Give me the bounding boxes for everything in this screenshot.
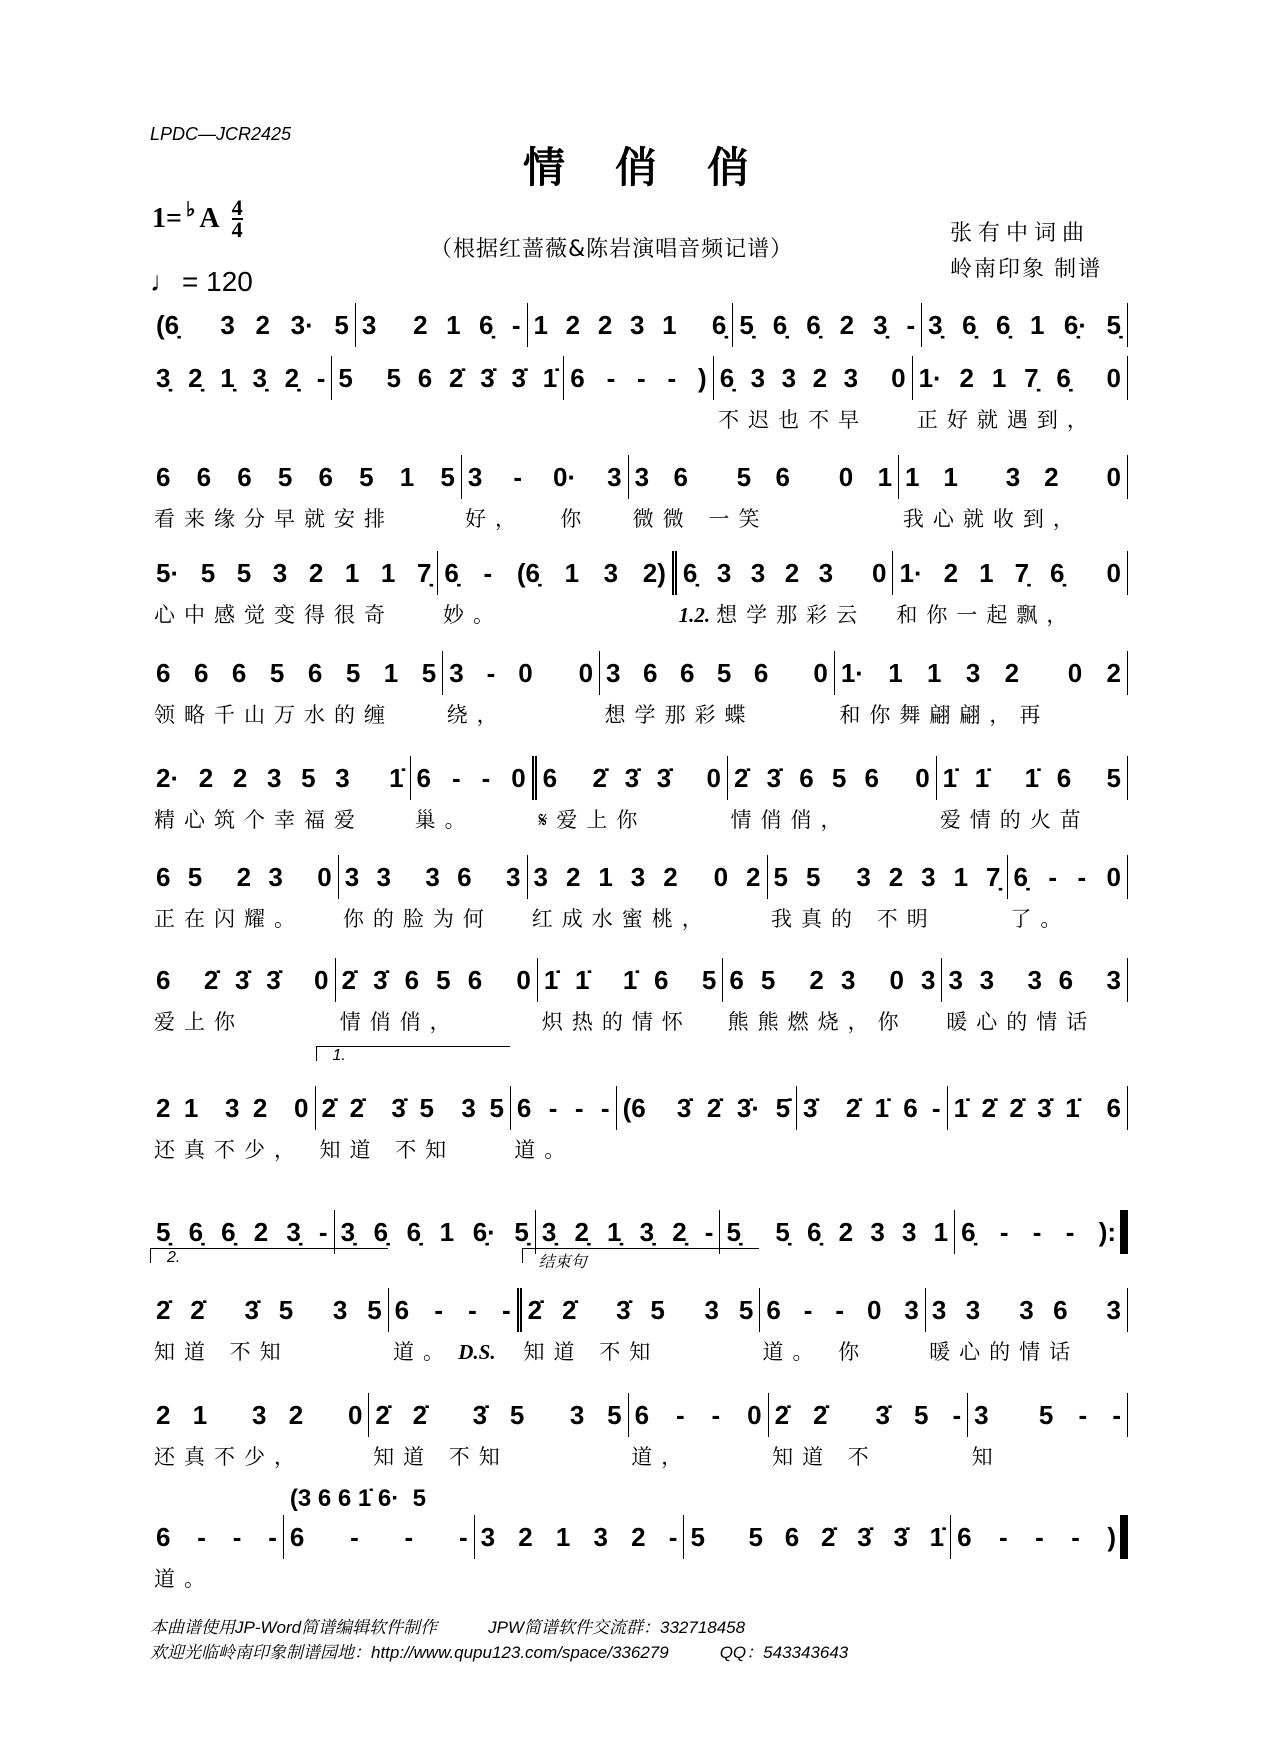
note-sequence: 3 3 3 6 3 — [344, 861, 521, 892]
time-signature — [231, 195, 243, 242]
measure — [951, 1515, 1128, 1559]
note-sequence: 1̇ 2̇ 2̇ 3̇ 1̇ 6 — [953, 1092, 1122, 1123]
lyric-text: 情俏俏， — [339, 1010, 460, 1034]
lyric — [564, 404, 714, 438]
measure — [150, 551, 438, 595]
measure — [768, 855, 1008, 899]
lyric — [150, 1134, 315, 1168]
measure — [339, 855, 528, 899]
time-bottom: 4 — [231, 217, 243, 242]
note-sequence: 6̣ - - - ): — [961, 1216, 1117, 1247]
lyric — [675, 599, 893, 633]
note-sequence: 2̇ 2̇ 3̇ 5 - — [774, 1399, 962, 1430]
lyric-text: 知道 不 — [772, 1445, 878, 1469]
lyric-text: 道。 — [392, 1340, 453, 1364]
lyric — [520, 1336, 759, 1370]
dal-segno: D.S. — [452, 1340, 496, 1364]
measure — [522, 1254, 761, 1332]
lyric — [948, 1134, 1128, 1168]
measure — [926, 1288, 1128, 1332]
lyrics-row — [150, 903, 1128, 937]
lyric-text: 和你一起飘， — [896, 603, 1077, 627]
note-sequence: 3 2 1 3 2 - — [480, 1521, 678, 1552]
tempo-value: = 120 — [182, 266, 253, 297]
lyric — [913, 404, 1128, 438]
lyric-text: 微微 一笑 — [632, 507, 769, 531]
note-sequence: 2̇ 2̇ 3̇ 5 3 5 — [156, 1294, 382, 1325]
measure — [511, 1086, 617, 1130]
lyric — [150, 1441, 369, 1475]
measure — [537, 756, 728, 800]
measure — [475, 1515, 685, 1559]
staff-system — [150, 1485, 1128, 1597]
lyric-text: 熊熊燃烧，你 — [727, 1010, 908, 1034]
staff-system — [150, 551, 1128, 633]
measure — [150, 958, 336, 1002]
lyric — [150, 804, 411, 838]
measure — [150, 756, 411, 800]
note-sequence: 3 2 1 3 2 0 2 — [533, 861, 761, 892]
measure — [443, 651, 600, 695]
measure — [438, 551, 677, 595]
note-sequence: 6 - - - — [289, 1521, 468, 1552]
note-sequence: 5 5 6 2̇ 3̇ 3̇ 1̇ — [338, 362, 558, 393]
lyric-text: 好， 你 — [465, 507, 591, 531]
note-sequence: 6 - - - ) — [957, 1521, 1116, 1552]
lyrics-row — [150, 1134, 1128, 1168]
lyric-text: 知道 不知 — [523, 1340, 660, 1364]
lyric — [389, 1336, 520, 1370]
measure — [150, 651, 443, 695]
lyrics-row — [150, 1563, 1128, 1597]
lyric-text: 道。 — [154, 1567, 214, 1591]
measure — [629, 1393, 769, 1437]
lyrics-row — [150, 404, 1128, 438]
lyric-text: 知 — [971, 1445, 1002, 1469]
note-sequence: 3 5 - - — [974, 1399, 1121, 1430]
note-sequence: 2̇ 3̇ 6 5 6 0 — [734, 762, 930, 793]
measure — [968, 1393, 1128, 1437]
note-sequence: 5̣ 6̣ 6̣ 2 3̣ - — [156, 1216, 328, 1247]
measure — [937, 756, 1128, 800]
measure — [150, 303, 356, 347]
notes-row — [150, 1485, 1128, 1559]
staff-system — [150, 1393, 1128, 1475]
measure — [769, 1393, 969, 1437]
lyric-text: 还真不少， — [154, 1445, 304, 1469]
lyric — [925, 1336, 1128, 1370]
note-sequence: 2 1 3 2 0 — [156, 1399, 363, 1430]
staff-system — [150, 958, 1128, 1040]
staff-system — [150, 303, 1128, 347]
note-sequence: 6 - - - — [394, 1294, 511, 1325]
flat-icon: ♭ — [185, 198, 196, 221]
note-sequence: 1· 2 1 7̣ 6̣ 0 — [899, 557, 1121, 588]
transcriber: 岭南印象 制谱 — [950, 256, 1103, 281]
lyric-text: 爱上你 — [556, 808, 647, 832]
volta-bracket: 结束句 — [522, 1248, 760, 1263]
note-sequence: 3 2 1 6̣ - — [361, 309, 521, 340]
lyric — [369, 1441, 627, 1475]
lyric — [477, 1563, 688, 1597]
note-sequence-upper: (3 6 6 1̇ 6· 5 — [289, 1485, 426, 1512]
note-sequence: 6̣ 3 3 2 3 0 — [719, 362, 906, 393]
note-sequence: 3̣ 2̣ 1̣ 3̣ 2̣ - — [156, 362, 326, 393]
lyric-text: 暖心的情话 — [929, 1340, 1080, 1364]
measure — [948, 1086, 1128, 1130]
note-sequence: 2̇ 2̇ 3̇ 5 3 5 — [527, 1294, 754, 1325]
measure — [922, 303, 1128, 347]
note-sequence: 3 6 6 5 6 0 — [606, 657, 828, 688]
lyric — [333, 404, 564, 438]
note-sequence: 3 3 3 6 3 — [931, 1294, 1121, 1325]
lyric — [968, 1441, 1128, 1475]
lyric — [759, 1336, 926, 1370]
lyric — [534, 804, 726, 838]
lyricist-composer: 张有中词曲 — [950, 220, 1091, 245]
lyric — [688, 1563, 955, 1597]
lyric — [339, 903, 528, 937]
measure — [150, 855, 339, 899]
measure — [150, 455, 462, 499]
lyric-text: 爱情的火苗 — [939, 808, 1090, 832]
measure — [728, 756, 937, 800]
lyric — [538, 1006, 724, 1040]
verse-number: 1.2. — [678, 603, 711, 627]
note-sequence: 3 3 3 6 3 — [948, 964, 1121, 995]
lyric — [285, 1563, 477, 1597]
notes-row — [150, 356, 1128, 400]
lyric — [411, 804, 535, 838]
lyric — [768, 1441, 968, 1475]
note-sequence: 2̇ 2̇ 3̇ 5 3 5 — [321, 1092, 504, 1123]
segno-icon: 𝄋 — [538, 808, 557, 832]
notes-row — [150, 1047, 1128, 1130]
key-note: A — [199, 203, 220, 234]
key-label: 1= — [152, 203, 182, 234]
note-sequence: 3̣ 6̣ 6̣ 1 6̣· 5̣ — [340, 1216, 529, 1247]
tempo-marking — [150, 266, 253, 298]
note-sequence: 6 - - - — [156, 1521, 277, 1552]
lyric-text: 道。 — [514, 1138, 575, 1162]
note-sequence: 3̣ 6̣ 6̣ 1 6̣· 5̣ — [928, 309, 1121, 340]
song-title: 情俏俏 — [522, 143, 799, 192]
note-sequence: 1̇ 1̇ 1̇ 6 5 — [942, 762, 1121, 793]
lyric-text: 精心筑个幸福爱 — [154, 808, 364, 832]
lyric — [315, 1134, 510, 1168]
note-sequence: 6̣ - - 0 — [1013, 861, 1121, 892]
note-sequence: 6̣ 3 3 2 3 0 — [682, 557, 887, 588]
lyric — [727, 804, 936, 838]
lyric-text: 和你舞翩翩，再 — [839, 703, 1050, 727]
lyric-text: 看来缘分早就安排 — [154, 507, 394, 531]
note-sequence: 2̇ 3̇ 6 5 6 0 — [341, 964, 531, 995]
lyric-text: 绕， — [446, 703, 507, 727]
lyric-text: 了。 — [1010, 907, 1071, 931]
note-sequence: 6 - - - ) — [570, 362, 707, 393]
lyric — [150, 903, 339, 937]
measure — [564, 356, 713, 400]
measure — [369, 1393, 628, 1437]
lyric — [150, 1336, 389, 1370]
lyric-text: 想学那彩蝶 — [604, 703, 755, 727]
lyric — [510, 1134, 617, 1168]
note-sequence: 1 2 2 3 1 6̣ — [533, 309, 727, 340]
notes-row — [150, 455, 1128, 499]
lyric-text: 知道 不知 — [154, 1340, 290, 1364]
lyric-text: 还真不少， — [154, 1138, 304, 1162]
note-sequence: 6 - - 0 3 — [766, 1294, 919, 1325]
measure — [733, 303, 922, 347]
measure — [629, 455, 899, 499]
note-sequence: 6 - - 0 — [416, 762, 526, 793]
note-sequence: 3̇ 2̇ 1̇ 6 - — [803, 1092, 941, 1123]
key-signature — [152, 195, 243, 242]
measure — [150, 356, 332, 400]
note-sequence: 1 1 3 2 0 — [905, 461, 1121, 492]
lyric-text: 想学那彩云 — [716, 603, 867, 627]
note-sequence: 6 6 6 5 6 5 1 5 — [156, 461, 455, 492]
measure — [677, 551, 894, 595]
subtitle: （根据红蔷薇&陈岩演唱音频记谱） — [430, 237, 794, 262]
measure — [942, 958, 1128, 1002]
measure — [913, 356, 1128, 400]
measure — [284, 1485, 475, 1559]
score-code: LPDC—JCR2425 — [150, 124, 292, 144]
staff-system — [150, 651, 1128, 733]
notes-row — [150, 651, 1128, 695]
lyrics-row — [150, 1441, 1128, 1475]
lyric — [150, 503, 461, 537]
note-sequence: 3 6 5 6 0 1 — [634, 461, 893, 492]
lyric-text: 道。 你 — [762, 1340, 869, 1364]
lyric-text: 妙。 — [443, 603, 504, 627]
lyrics-row — [150, 503, 1128, 537]
note-sequence: 5 5 3 2 3 1 7̣ — [773, 861, 1001, 892]
lyric-text: 知道 不知 — [319, 1138, 456, 1162]
notes-row — [150, 958, 1128, 1002]
notes-row — [150, 855, 1128, 899]
lyrics-row — [150, 1336, 1128, 1370]
lyric-text: 你的脸为何 — [342, 907, 493, 931]
measure — [893, 551, 1128, 595]
measure — [411, 756, 537, 800]
note-sequence: 5̣ 6̣ 6̣ 2 3̣ - — [739, 309, 916, 340]
measure — [150, 1515, 284, 1559]
note-sequence: 6 5 2 3 0 — [156, 861, 332, 892]
lyric-text: 情俏俏， — [730, 808, 851, 832]
note-sequence: 6 2̇ 3̇ 3̇ 0 — [542, 762, 722, 793]
measure — [714, 356, 913, 400]
note-sequence: 6 - - 0 — [634, 1399, 762, 1430]
lyric-text: 领略千山万水的缠 — [154, 703, 394, 727]
lyrics-row — [150, 599, 1128, 633]
staff-system — [150, 455, 1128, 537]
lyrics-row — [150, 699, 1128, 733]
note-sequence: 5· 5 5 3 2 1 1 7̣ — [156, 557, 432, 588]
footer-line-2: 欢迎光临岭南印象制谱园地：http://www.qupu123.com/space/336279 QQ：543343643 — [150, 1643, 849, 1662]
note-sequence: (6 3̇ 2̇ 3̇· 5̇ — [622, 1092, 791, 1123]
measure — [617, 1086, 797, 1130]
note-sequence: 2· 2 2 3 5 3 1̇ — [156, 762, 404, 793]
footer-line-1: 本曲谱使用JP-Word简谱编辑软件制作 JPW简谱软件交流群：332718458 — [150, 1618, 746, 1637]
measure — [332, 356, 564, 400]
lyrics-row — [150, 804, 1128, 838]
measure — [316, 1047, 511, 1130]
lyric — [150, 1006, 336, 1040]
measure — [389, 1288, 522, 1332]
note-sequence: 3̣ 2̣ 1̣ 3̣ 2̣ - — [541, 1216, 714, 1247]
note-sequence: 6 2̇ 3̇ 3̇ 0 — [156, 964, 329, 995]
lyric — [150, 599, 439, 633]
lyric-text: 巢。 — [414, 808, 475, 832]
lyric — [150, 699, 443, 733]
lyric-text: 知道 不知 — [373, 1445, 509, 1469]
measure — [150, 1086, 316, 1130]
lyric — [336, 1006, 538, 1040]
lyric — [528, 903, 767, 937]
volta-bracket: 2. — [150, 1248, 388, 1263]
measure — [356, 303, 528, 347]
measure — [955, 1210, 1128, 1254]
measure — [538, 958, 724, 1002]
measure — [462, 455, 629, 499]
lyric — [724, 1006, 943, 1040]
lyric — [601, 699, 836, 733]
lyric — [955, 1563, 1128, 1597]
note-sequence: 3 - 0· 3 — [467, 461, 622, 492]
note-sequence: 1· 2 1 7̣ 6̣ 0 — [918, 362, 1121, 393]
lyric-text: 炽热的情怀 — [541, 1010, 692, 1034]
lyric — [629, 503, 899, 537]
note-sequence: 5 5 6 2̇ 3̇ 3̇ 1̇ — [690, 1521, 945, 1552]
measure — [899, 455, 1128, 499]
lyric-text: 红成水蜜桃， — [531, 907, 712, 931]
measure — [336, 958, 538, 1002]
quarter-note-icon: ♩ — [150, 266, 178, 297]
note-sequence: (6̣ 3 2 3· 5 — [156, 309, 349, 340]
note-sequence: 2̇ 2̇ 3̇ 5 3 5 — [375, 1399, 622, 1430]
lyric-text: 正好就遇到， — [916, 408, 1097, 432]
measure — [684, 1515, 951, 1559]
lyric-text: 正在闪耀。 — [154, 907, 304, 931]
time-top: 4 — [231, 195, 243, 220]
lyric — [617, 1134, 797, 1168]
lyric-text: 爱上你 — [154, 1010, 244, 1034]
lyric — [1006, 903, 1128, 937]
measure — [150, 1249, 389, 1332]
staff-system — [150, 756, 1128, 838]
lyric — [767, 903, 1006, 937]
lyric-text: 暖心的情话 — [946, 1010, 1097, 1034]
lyric — [899, 503, 1128, 537]
lyric — [942, 1006, 1128, 1040]
note-sequence: 6̣ - (6̣ 1 3 2) — [444, 557, 666, 588]
lyric-text: 心中感觉变得很奇 — [154, 603, 394, 627]
note-sequence: 1· 1 1 3 2 0 2 — [840, 657, 1122, 688]
note-sequence: 2 1 3 2 0 — [156, 1092, 309, 1123]
lyric — [461, 503, 629, 537]
volta-bracket: 1. — [316, 1046, 510, 1061]
lyric-text: 不迟也不早 — [718, 408, 869, 432]
note-sequence: 6 6 6 5 6 5 1 5 — [156, 657, 437, 688]
lyric — [797, 1134, 948, 1168]
measure — [528, 303, 734, 347]
measure — [797, 1086, 948, 1130]
lyric — [714, 404, 913, 438]
lyrics-row — [150, 1006, 1128, 1040]
measure — [1008, 855, 1128, 899]
notes-row — [150, 1249, 1128, 1332]
lyric — [892, 599, 1128, 633]
staff-system — [150, 356, 1128, 438]
lyric-text: 我真的 不明 — [771, 907, 937, 931]
staff-system — [150, 1249, 1128, 1370]
lyric-text: 我心就收到， — [902, 507, 1083, 531]
note-sequence: 6 5 2 3 0 3 — [729, 964, 936, 995]
measure — [723, 958, 942, 1002]
staff-system — [150, 1047, 1128, 1168]
note-sequence: 3 - 0 0 — [449, 657, 594, 688]
notes-row — [150, 1393, 1128, 1437]
measure — [528, 855, 768, 899]
lyric-text: 道， — [631, 1445, 692, 1469]
note-sequence: 5̣ 5̣ 6̣ 2 3 3 1 — [726, 1216, 949, 1247]
measure — [600, 651, 835, 695]
measure — [150, 1393, 369, 1437]
measure — [760, 1288, 926, 1332]
lyric — [835, 699, 1128, 733]
lyric — [443, 699, 601, 733]
notes-row — [150, 303, 1128, 347]
note-sequence: 6 - - - — [516, 1092, 610, 1123]
notes-row — [150, 551, 1128, 595]
lyric — [627, 1441, 768, 1475]
notes-row — [150, 756, 1128, 800]
staff-system — [150, 855, 1128, 937]
lyric — [439, 599, 675, 633]
lyric — [150, 404, 333, 438]
note-sequence: 1̇ 1̇ 1̇ 6 5 — [543, 964, 717, 995]
lyric — [150, 1563, 285, 1597]
lyric — [936, 804, 1128, 838]
measure — [835, 651, 1128, 695]
